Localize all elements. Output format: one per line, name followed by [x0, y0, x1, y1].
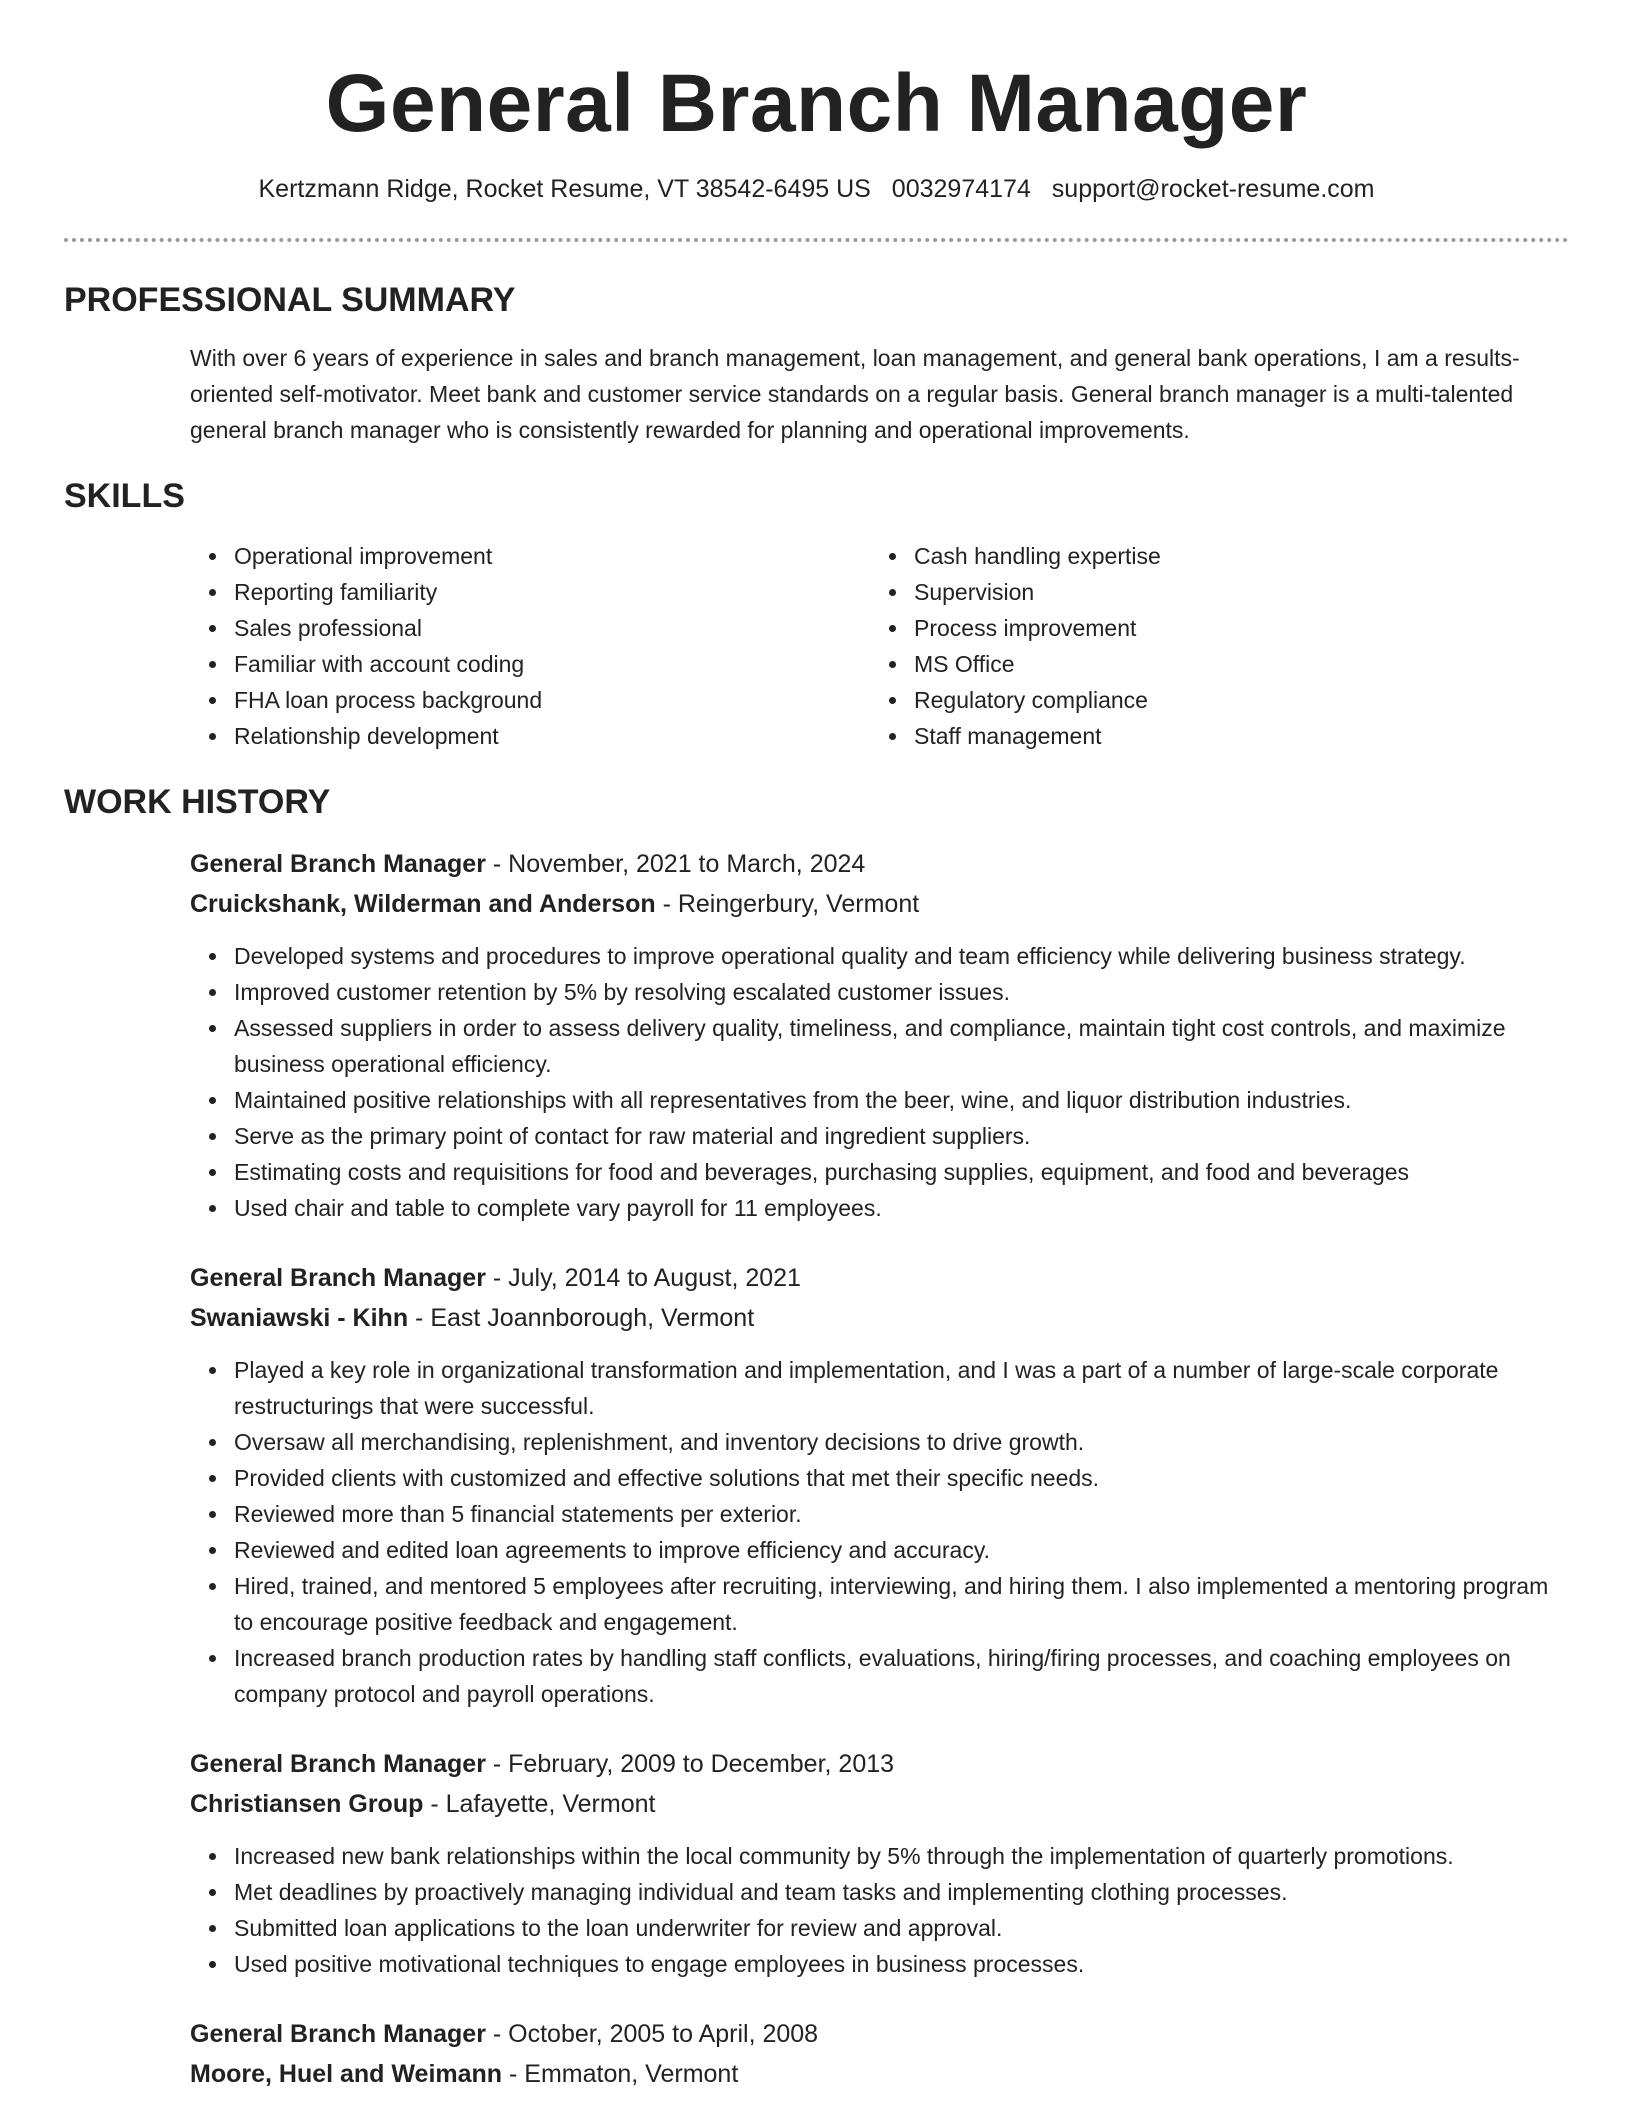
- job-position-line: [190, 1744, 1569, 1784]
- job-company-line: [190, 2054, 1569, 2094]
- job-bullet: Increased new bank relationships within the local community by 5% through the implementation of quarterly promotions.: [234, 1838, 1569, 1874]
- job-company: Moore, Huel and Weimann: [190, 2060, 503, 2088]
- job-bullet: Submitted loan applications to the loan underwriter for review and approval.: [234, 1910, 1569, 1946]
- skills-list-left: [64, 538, 744, 754]
- section-title-work-history: WORK HISTORY: [64, 783, 331, 821]
- job-bullet: Maintained positive relationships with all representatives from the beer, wine, and liquor distribution industries.: [234, 1082, 1569, 1118]
- skill-item: FHA loan process background: [234, 682, 744, 718]
- resume-name-title: General Branch Manager: [325, 58, 1308, 149]
- contact-line: [64, 174, 1569, 204]
- job-bullet: Played a key role in organizational transformation and implementation, and I was a part of a number of large-scale corporate restructurings that were successful.: [234, 1352, 1569, 1424]
- job-location: - Emmaton, Vermont: [502, 2060, 739, 2088]
- section-title-summary: PROFESSIONAL SUMMARY: [64, 281, 516, 319]
- job-company-line: [190, 1784, 1569, 1824]
- job-bullet: Hired, trained, and mentored 5 employees after recruiting, interviewing, and hiring them. I also implemented a mentoring program to encourage positive feedback and engagement.: [234, 1568, 1569, 1640]
- job-entry: [190, 1258, 1569, 1712]
- job-dates: - November, 2021 to March, 2024: [485, 850, 866, 878]
- job-bullet: Developed systems and procedures to improve operational quality and team efficiency while delivering business strategy.: [234, 938, 1569, 974]
- skill-item: Cash handling expertise: [914, 538, 1514, 574]
- job-bullet: Met deadlines by proactively managing individual and team tasks and implementing clothing processes.: [234, 1874, 1569, 1910]
- skill-item: Staff management: [914, 718, 1514, 754]
- summary-text: With over 6 years of experience in sales and branch management, loan management, and general bank operations, I am a results-oriented self-motivator. Meet bank and customer service standards on a regular basis. General branch manager is a multi-talented general branch manager who is consistently rewarded for planning and operational improvements.: [190, 345, 1520, 443]
- contact-email[interactable]: support@rocket-resume.com: [1051, 175, 1375, 203]
- job-dates: - February, 2009 to December, 2013: [485, 1750, 895, 1778]
- skill-item: Reporting familiarity: [234, 574, 744, 610]
- section-title-skills: SKILLS: [64, 477, 185, 515]
- contact-phone: 0032974174: [891, 175, 1031, 203]
- job-company: Cruickshank, Wilderman and Anderson: [190, 890, 656, 918]
- resume-page: [64, 0, 1569, 2094]
- job-entry: [190, 1744, 1569, 1982]
- job-bullet: Used chair and table to complete vary payroll for 11 employees.: [234, 1190, 1569, 1226]
- job-bullets: [190, 938, 1569, 1226]
- job-bullet: Reviewed more than 5 financial statements per exterior.: [234, 1496, 1569, 1532]
- job-position: General Branch Manager: [190, 1750, 486, 1778]
- job-location: - Lafayette, Vermont: [423, 1790, 656, 1818]
- skills-list-right: [744, 538, 1514, 754]
- job-location: - Reingerbury, Vermont: [655, 890, 920, 918]
- skill-item: Process improvement: [914, 610, 1514, 646]
- job-bullet: Provided clients with customized and effective solutions that met their specific needs.: [234, 1460, 1569, 1496]
- skill-item: Sales professional: [234, 610, 744, 646]
- job-company-line: [190, 884, 1569, 924]
- job-position-line: [190, 844, 1569, 884]
- job-company-line: [190, 1298, 1569, 1338]
- skill-item: Familiar with account coding: [234, 646, 744, 682]
- skill-item: Operational improvement: [234, 538, 744, 574]
- job-bullets: [190, 1838, 1569, 1982]
- job-bullet: Used positive motivational techniques to engage employees in business processes.: [234, 1946, 1569, 1982]
- job-bullets: [190, 1352, 1569, 1712]
- job-bullet: Improved customer retention by 5% by resolving escalated customer issues.: [234, 974, 1569, 1010]
- job-position: General Branch Manager: [190, 2020, 486, 2048]
- job-position: General Branch Manager: [190, 850, 486, 878]
- header-divider: [64, 238, 1569, 242]
- skill-item: MS Office: [914, 646, 1514, 682]
- job-company: Christiansen Group: [190, 1790, 424, 1818]
- job-company: Swaniawski - Kihn: [190, 1304, 409, 1332]
- job-location: - East Joannborough, Vermont: [408, 1304, 755, 1332]
- job-bullet: Serve as the primary point of contact for raw material and ingredient suppliers.: [234, 1118, 1569, 1154]
- job-position: General Branch Manager: [190, 1264, 486, 1292]
- skills-columns: [64, 538, 1569, 754]
- job-bullet: Estimating costs and requisitions for food and beverages, purchasing supplies, equipment, and food and beverages: [234, 1154, 1569, 1190]
- job-position-line: [190, 1258, 1569, 1298]
- job-bullet: Oversaw all merchandising, replenishment, and inventory decisions to drive growth.: [234, 1424, 1569, 1460]
- job-dates: - July, 2014 to August, 2021: [485, 1264, 801, 1292]
- skill-item: Regulatory compliance: [914, 682, 1514, 718]
- skill-item: Relationship development: [234, 718, 744, 754]
- job-entry: [190, 2014, 1569, 2094]
- job-entry: [190, 844, 1569, 1226]
- job-position-line: [190, 2014, 1569, 2054]
- job-bullet: Assessed suppliers in order to assess delivery quality, timeliness, and compliance, maintain tight cost controls, and maximize business operational efficiency.: [234, 1010, 1569, 1082]
- job-bullet: Increased branch production rates by handling staff conflicts, evaluations, hiring/firing processes, and coaching employees on company protocol and payroll operations.: [234, 1640, 1569, 1712]
- job-bullet: Reviewed and edited loan agreements to improve efficiency and accuracy.: [234, 1532, 1569, 1568]
- skill-item: Supervision: [914, 574, 1514, 610]
- contact-address: Kertzmann Ridge, Rocket Resume, VT 38542-6495 US: [258, 175, 871, 203]
- job-dates: - October, 2005 to April, 2008: [485, 2020, 819, 2048]
